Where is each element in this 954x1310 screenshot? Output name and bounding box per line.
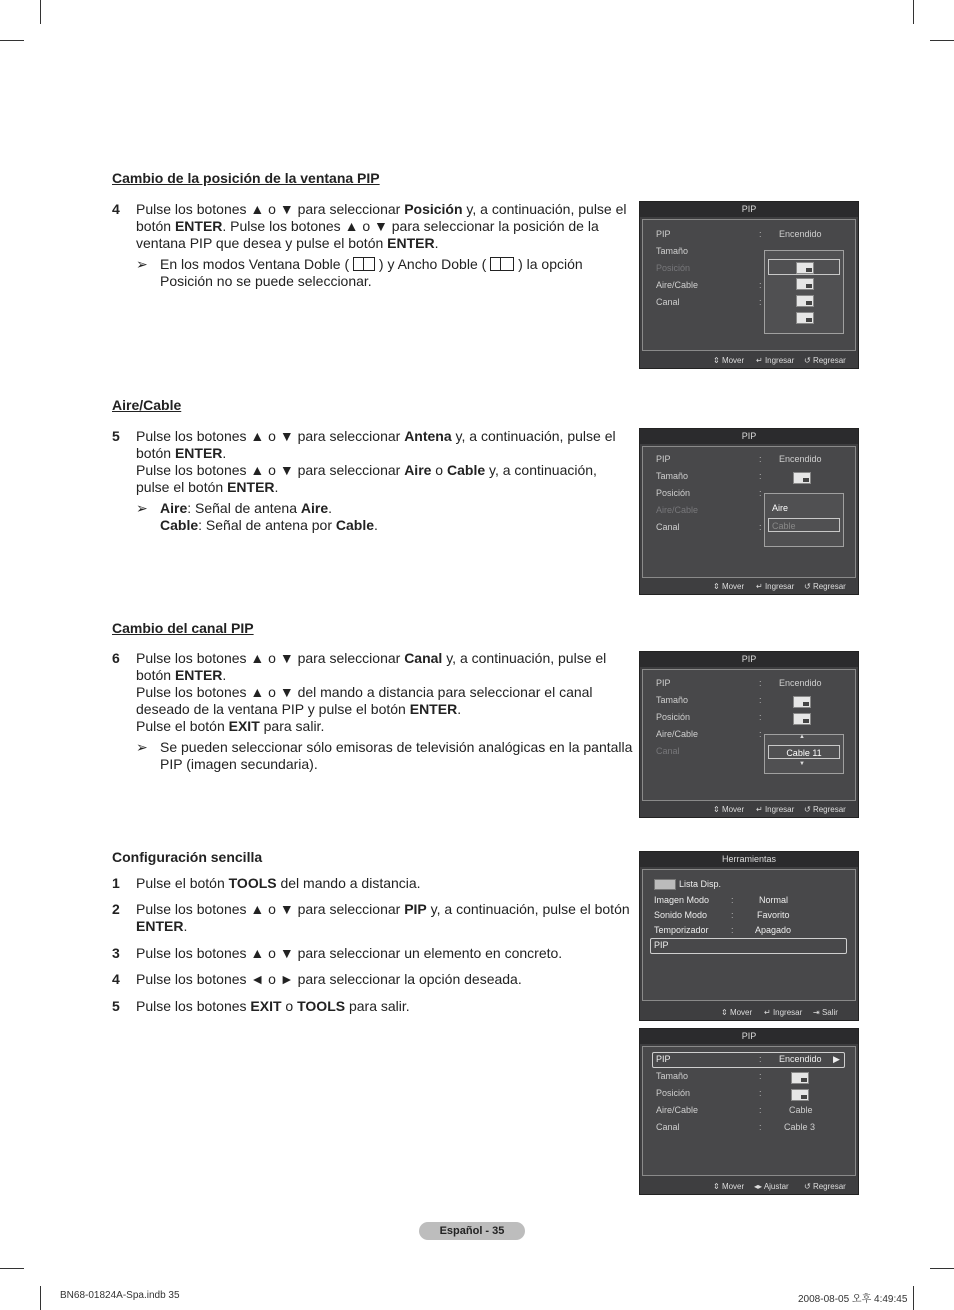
step-text: Pulse los botones ▲ o ▼ para seleccionar PIP y, a continuación, pulse el botón ENTER. — [136, 901, 630, 934]
osd-title: PIP — [640, 1029, 858, 1044]
easy-step-3 — [112, 945, 632, 962]
section-title-position: Cambio de la posición de la ventana PIP — [112, 170, 380, 186]
osd-value-channel: Cable 3 — [784, 1122, 816, 1132]
section-title-easy: Configuración sencilla — [112, 849, 263, 865]
osd-label-aircable: Aire/Cable — [656, 505, 699, 515]
step-number: 4 — [112, 201, 120, 217]
note-text-part2: ) y Ancho Doble ( — [378, 256, 487, 272]
channel-value[interactable]: Cable 11 — [768, 745, 840, 759]
tools-row-label[interactable]: Temporizador — [654, 925, 709, 935]
crop-mark — [930, 1268, 954, 1269]
note-aircable — [136, 500, 636, 534]
osd-value-aircable: Cable — [789, 1105, 813, 1115]
position-popup[interactable] — [764, 250, 844, 334]
foot-enter: ↵ Ingresar — [756, 356, 795, 365]
osd-label-pip: PIP — [656, 229, 671, 239]
step-text: Pulse los botones EXIT o TOOLS para salir. — [136, 998, 410, 1014]
pip-position-icon — [796, 278, 814, 290]
osd-label-channel: Canal — [656, 297, 680, 307]
step-number: 1 — [112, 875, 120, 891]
osd-tools: Herramientas Lista Disp. Imagen Modo : Normal Sonido Modo : Favorito Temporizador : Apagado PIP ⇕ Mover ↵ Ingresar ⇥ Salir — [639, 851, 859, 1021]
step-number: 3 — [112, 945, 120, 961]
osd-label-position: Posición — [656, 263, 691, 273]
section-title-channel: Cambio del canal PIP — [112, 620, 254, 636]
pip-position-icon — [791, 1089, 809, 1101]
page-number-badge: Español - 35 — [419, 1222, 525, 1240]
easy-step-5 — [112, 998, 632, 1015]
crop-mark — [913, 1286, 914, 1310]
crop-mark — [0, 1268, 24, 1269]
step-number: 5 — [112, 998, 120, 1014]
arrow-down-icon[interactable]: ▼ — [799, 761, 805, 767]
osd-label-size: Tamaño — [656, 1071, 689, 1081]
crop-mark — [40, 0, 41, 24]
note-arrow-icon: ➢ — [136, 256, 148, 272]
step-text: Pulse los botones ▲ o ▼ para seleccionar Posición y, a continuación, pulse el botón ENTER. Pulse los botones ▲ o ▼ para seleccionar la posición de la ventana PIP que desea y pulse el botón ENTER. — [136, 201, 627, 251]
osd-label-pip: PIP — [656, 1054, 671, 1064]
osd-title: PIP — [640, 202, 858, 217]
step-number: 5 — [112, 428, 120, 444]
anynet-logo-icon — [654, 879, 676, 890]
osd-label-size: Tamaño — [656, 695, 689, 705]
foot-move: ⇕ Mover — [713, 356, 745, 365]
note-text: Aire: Señal de antena Aire. Cable: Señal de antena por Cable. — [160, 500, 378, 533]
step-5-aircable — [112, 428, 632, 496]
osd-pip-position: PIP PIP : Encendido Tamaño Posición Aire/Cable : Canal : ⇕ Mover ↵ Ingresar ↺ Regresar — [639, 201, 859, 369]
option-air[interactable]: Aire — [772, 503, 789, 513]
pip-position-icon — [796, 312, 814, 324]
pip-size-icon — [793, 696, 811, 708]
note-arrow-icon: ➢ — [136, 739, 148, 755]
osd-label-aircable: Aire/Cable — [656, 280, 699, 290]
tools-pip-label[interactable]: PIP — [654, 940, 669, 950]
easy-step-2 — [112, 901, 632, 935]
pip-size-icon — [793, 472, 811, 484]
tools-row-label[interactable]: Imagen Modo — [654, 895, 710, 905]
osd-pip-final: PIP PIP : Encendido ▶ Tamaño : Posición : Aire/Cable : Cable Canal : Cable 3 ⇕ Mover ◂▸ Ajustar ↺ Regresar — [639, 1028, 859, 1195]
osd-pip-channel: PIP PIP : Encendido Tamaño : Posición : Aire/Cable : Canal ▲ Cable 11 ▼ ⇕ Mover ↵ Ingresar ↺ Regresar — [639, 651, 859, 818]
section-title-aircable: Aire/Cable — [112, 397, 182, 413]
tools-list[interactable]: Lista Disp. — [679, 879, 722, 889]
step-text: Pulse los botones ▲ o ▼ para seleccionar un elemento en concreto. — [136, 945, 563, 961]
option-cable[interactable]: Cable — [768, 518, 840, 532]
osd-pip-aircable: PIP PIP : Encendido Tamaño : Posición : Aire/Cable Canal : Aire Cable ⇕ Mover ↵ Ingresar ↺ Regresar — [639, 428, 859, 595]
tools-pip-row[interactable] — [650, 938, 847, 954]
osd-label-pip: PIP — [656, 454, 671, 464]
step-number: 2 — [112, 901, 120, 917]
note-text-part3: ) la opción Posición no se puede seleccionar. — [160, 256, 583, 289]
step-text: Pulse los botones ◄ o ► para seleccionar la opción deseada. — [136, 971, 522, 987]
osd-value-pip: Encendido — [779, 1054, 822, 1064]
tools-row-label[interactable]: Sonido Modo — [654, 910, 708, 920]
osd-label-aircable: Aire/Cable — [656, 1105, 699, 1115]
easy-step-4 — [112, 971, 632, 988]
tools-row-value: Normal — [759, 895, 789, 905]
wide-double-icon — [490, 257, 514, 271]
pip-position-icon — [796, 295, 814, 307]
osd-title: PIP — [640, 429, 858, 444]
osd-label-aircable: Aire/Cable — [656, 729, 699, 739]
tools-row-value: Apagado — [755, 925, 792, 935]
foot-return: ↺ Regresar — [804, 356, 846, 365]
osd-label-position: Posición — [656, 712, 691, 722]
osd-value-pip: Encendido — [779, 229, 822, 239]
osd-value-pip: Encendido — [779, 678, 822, 688]
crop-mark — [930, 40, 954, 41]
osd-label-channel: Canal — [656, 522, 680, 532]
step-text: Pulse los botones ▲ o ▼ para seleccionar Canal y, a continuación, pulse el botón ENTER. Pulse los botones ▲ o ▼ del mando a distancia para seleccionar el canal deseado de la ventana PIP y pulse el botón ENTER. Pulse el botón EXIT para salir. — [136, 650, 607, 734]
osd-label-pip: PIP — [656, 678, 671, 688]
pip-size-icon — [791, 1072, 809, 1084]
channel-popup[interactable] — [764, 734, 844, 774]
tools-row-value: Favorito — [757, 910, 790, 920]
osd-label-position: Posición — [656, 488, 691, 498]
pip-position-icon — [793, 713, 811, 725]
osd-title: PIP — [640, 652, 858, 667]
osd-label-position: Posición — [656, 1088, 691, 1098]
step-text: Pulse el botón TOOLS del mando a distancia. — [136, 875, 421, 891]
osd-value-pip: Encendido — [779, 454, 822, 464]
arrow-right-icon[interactable]: ▶ — [833, 1054, 840, 1064]
footer-file: BN68-01824A-Spa.indb 35 — [60, 1290, 180, 1301]
aircable-popup[interactable] — [764, 493, 844, 547]
crop-mark — [40, 1286, 41, 1310]
crop-mark — [0, 40, 24, 41]
note-arrow-icon: ➢ — [136, 500, 148, 516]
osd-label-channel: Canal — [656, 746, 680, 756]
double-window-icon — [353, 257, 375, 271]
note-position — [136, 256, 636, 290]
osd-label-size: Tamaño — [656, 246, 689, 256]
step-text: Pulse los botones ▲ o ▼ para seleccionar Antena y, a continuación, pulse el botón ENTER. Pulse los botones ▲ o ▼ para seleccionar Aire o Cable y, a continuación, pulse el botón ENTER. — [136, 428, 616, 495]
step-4-position — [112, 201, 632, 252]
easy-step-1 — [112, 875, 632, 892]
step-number: 4 — [112, 971, 120, 987]
arrow-up-icon[interactable]: ▲ — [799, 734, 805, 740]
step-6-channel — [112, 650, 632, 735]
pip-position-icon — [796, 262, 814, 274]
osd-label-channel: Canal — [656, 1122, 680, 1132]
step-number: 6 — [112, 650, 120, 666]
footer-date: 2008-08-05 오후 4:49:45 — [798, 1294, 908, 1305]
osd-title: Herramientas — [640, 852, 858, 867]
note-text: Se pueden seleccionar sólo emisoras de televisión analógicas en la pantalla PIP (imagen secundaria). — [160, 739, 633, 772]
crop-mark — [913, 0, 914, 24]
osd-label-size: Tamaño — [656, 471, 689, 481]
note-text-part1: En los modos Ventana Doble ( — [160, 256, 350, 272]
note-channel — [136, 739, 636, 773]
